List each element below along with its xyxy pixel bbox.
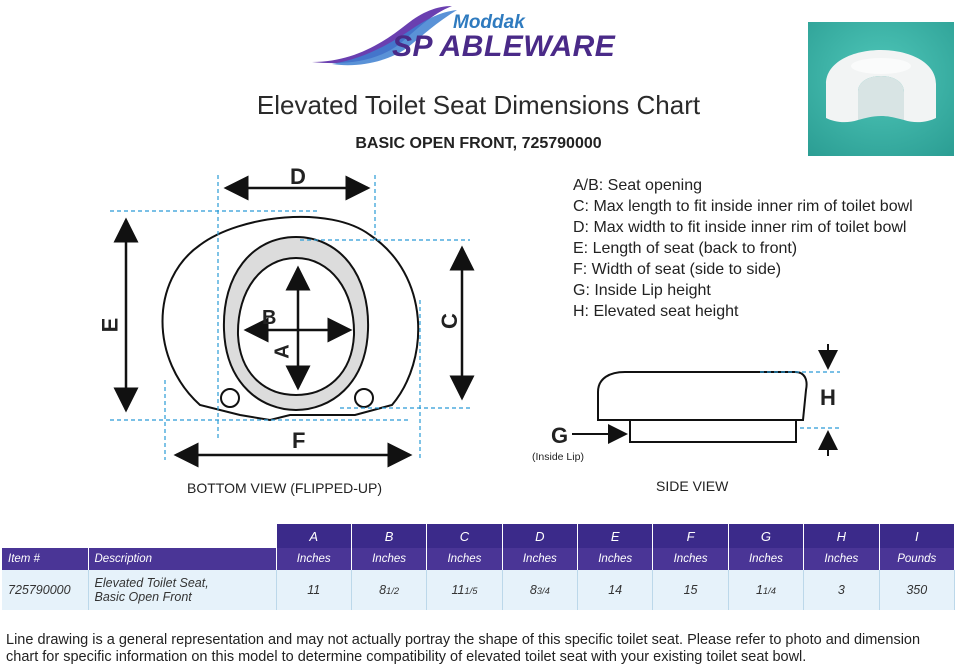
table-unit-cell: Inches [578, 548, 653, 570]
table-header-cell: C [427, 524, 502, 548]
table-header-cell: B [351, 524, 426, 548]
label-h: H [820, 385, 836, 410]
cell-value-c: 111/5 [427, 570, 502, 610]
legend-item: G: Inside Lip height [573, 282, 711, 299]
table-header-description: Description [88, 548, 276, 570]
table-header-letters [2, 524, 955, 548]
table-unit-cell: Inches [728, 548, 803, 570]
cell-value-a: 11 [276, 570, 351, 610]
side-view [572, 344, 840, 456]
table-row [2, 570, 955, 610]
dimensions-table [2, 524, 955, 610]
table-header-cell: I [879, 524, 955, 548]
table-unit-cell: Inches [427, 548, 502, 570]
legend-item: E: Length of seat (back to front) [573, 240, 798, 257]
caption-side-view: SIDE VIEW [656, 478, 729, 494]
brand-logo: SP ABLEWARE [392, 30, 616, 63]
cell-description: Elevated Toilet Seat, Basic Open Front [88, 570, 276, 610]
table-unit-cell: Inches [502, 548, 577, 570]
label-b: B [262, 307, 277, 329]
table-unit-cell: Inches [653, 548, 728, 570]
cell-value-f: 15 [653, 570, 728, 610]
label-g: G [551, 423, 569, 448]
legend-item: F: Width of seat (side to side) [573, 261, 782, 278]
page-title: Elevated Toilet Seat Dimensions Chart [256, 90, 701, 120]
legend-item: H: Elevated seat height [573, 303, 739, 320]
table-unit-cell: Inches [351, 548, 426, 570]
page-subtitle: BASIC OPEN FRONT, 725790000 [355, 135, 602, 152]
bottom-view [110, 175, 470, 460]
label-f: F [292, 428, 306, 453]
caption-bottom-view: BOTTOM VIEW (FLIPPED-UP) [187, 480, 382, 496]
legend-item: A/B: Seat opening [573, 177, 702, 194]
cell-value-i: 350 [879, 570, 955, 610]
brand-subtitle: Moddak [453, 12, 525, 33]
table-unit-cell: Pounds [879, 548, 955, 570]
cell-value-d: 83/4 [502, 570, 577, 610]
table-header-units [2, 548, 955, 570]
label-e: E [97, 317, 123, 333]
legend-item: C: Max length to fit inside inner rim of toilet bowl [573, 198, 913, 215]
table-header-cell: F [653, 524, 728, 548]
table-header-cell: G [728, 524, 803, 548]
table-header-cell: E [578, 524, 653, 548]
table-header-item: Item # [2, 548, 88, 570]
cell-value-h: 3 [804, 570, 879, 610]
cell-value-e: 14 [578, 570, 653, 610]
table-unit-cell: Inches [804, 548, 879, 570]
legend-item: D: Max width to fit inside inner rim of toilet bowl [573, 219, 907, 236]
label-d: D [290, 164, 306, 189]
label-a: A [271, 344, 294, 359]
label-c: C [436, 313, 462, 329]
label-inside-lip: (Inside Lip) [532, 451, 584, 463]
cell-value-b: 81/2 [351, 570, 426, 610]
table-header-cell: D [502, 524, 577, 548]
table-header-cell: A [276, 524, 351, 548]
table-unit-cell: Inches [276, 548, 351, 570]
cell-item-number: 725790000 [2, 570, 88, 610]
disclaimer-footnote: Line drawing is a general representation and may not actually portray the shape of this specific toilet seat. Please refer to photo and dimension chart for specific information on this model to determine compatibility of elevated toilet seat with your existing toilet seat bowl. [6, 632, 921, 665]
table-header-cell: H [804, 524, 879, 548]
cell-value-g: 11/4 [728, 570, 803, 610]
